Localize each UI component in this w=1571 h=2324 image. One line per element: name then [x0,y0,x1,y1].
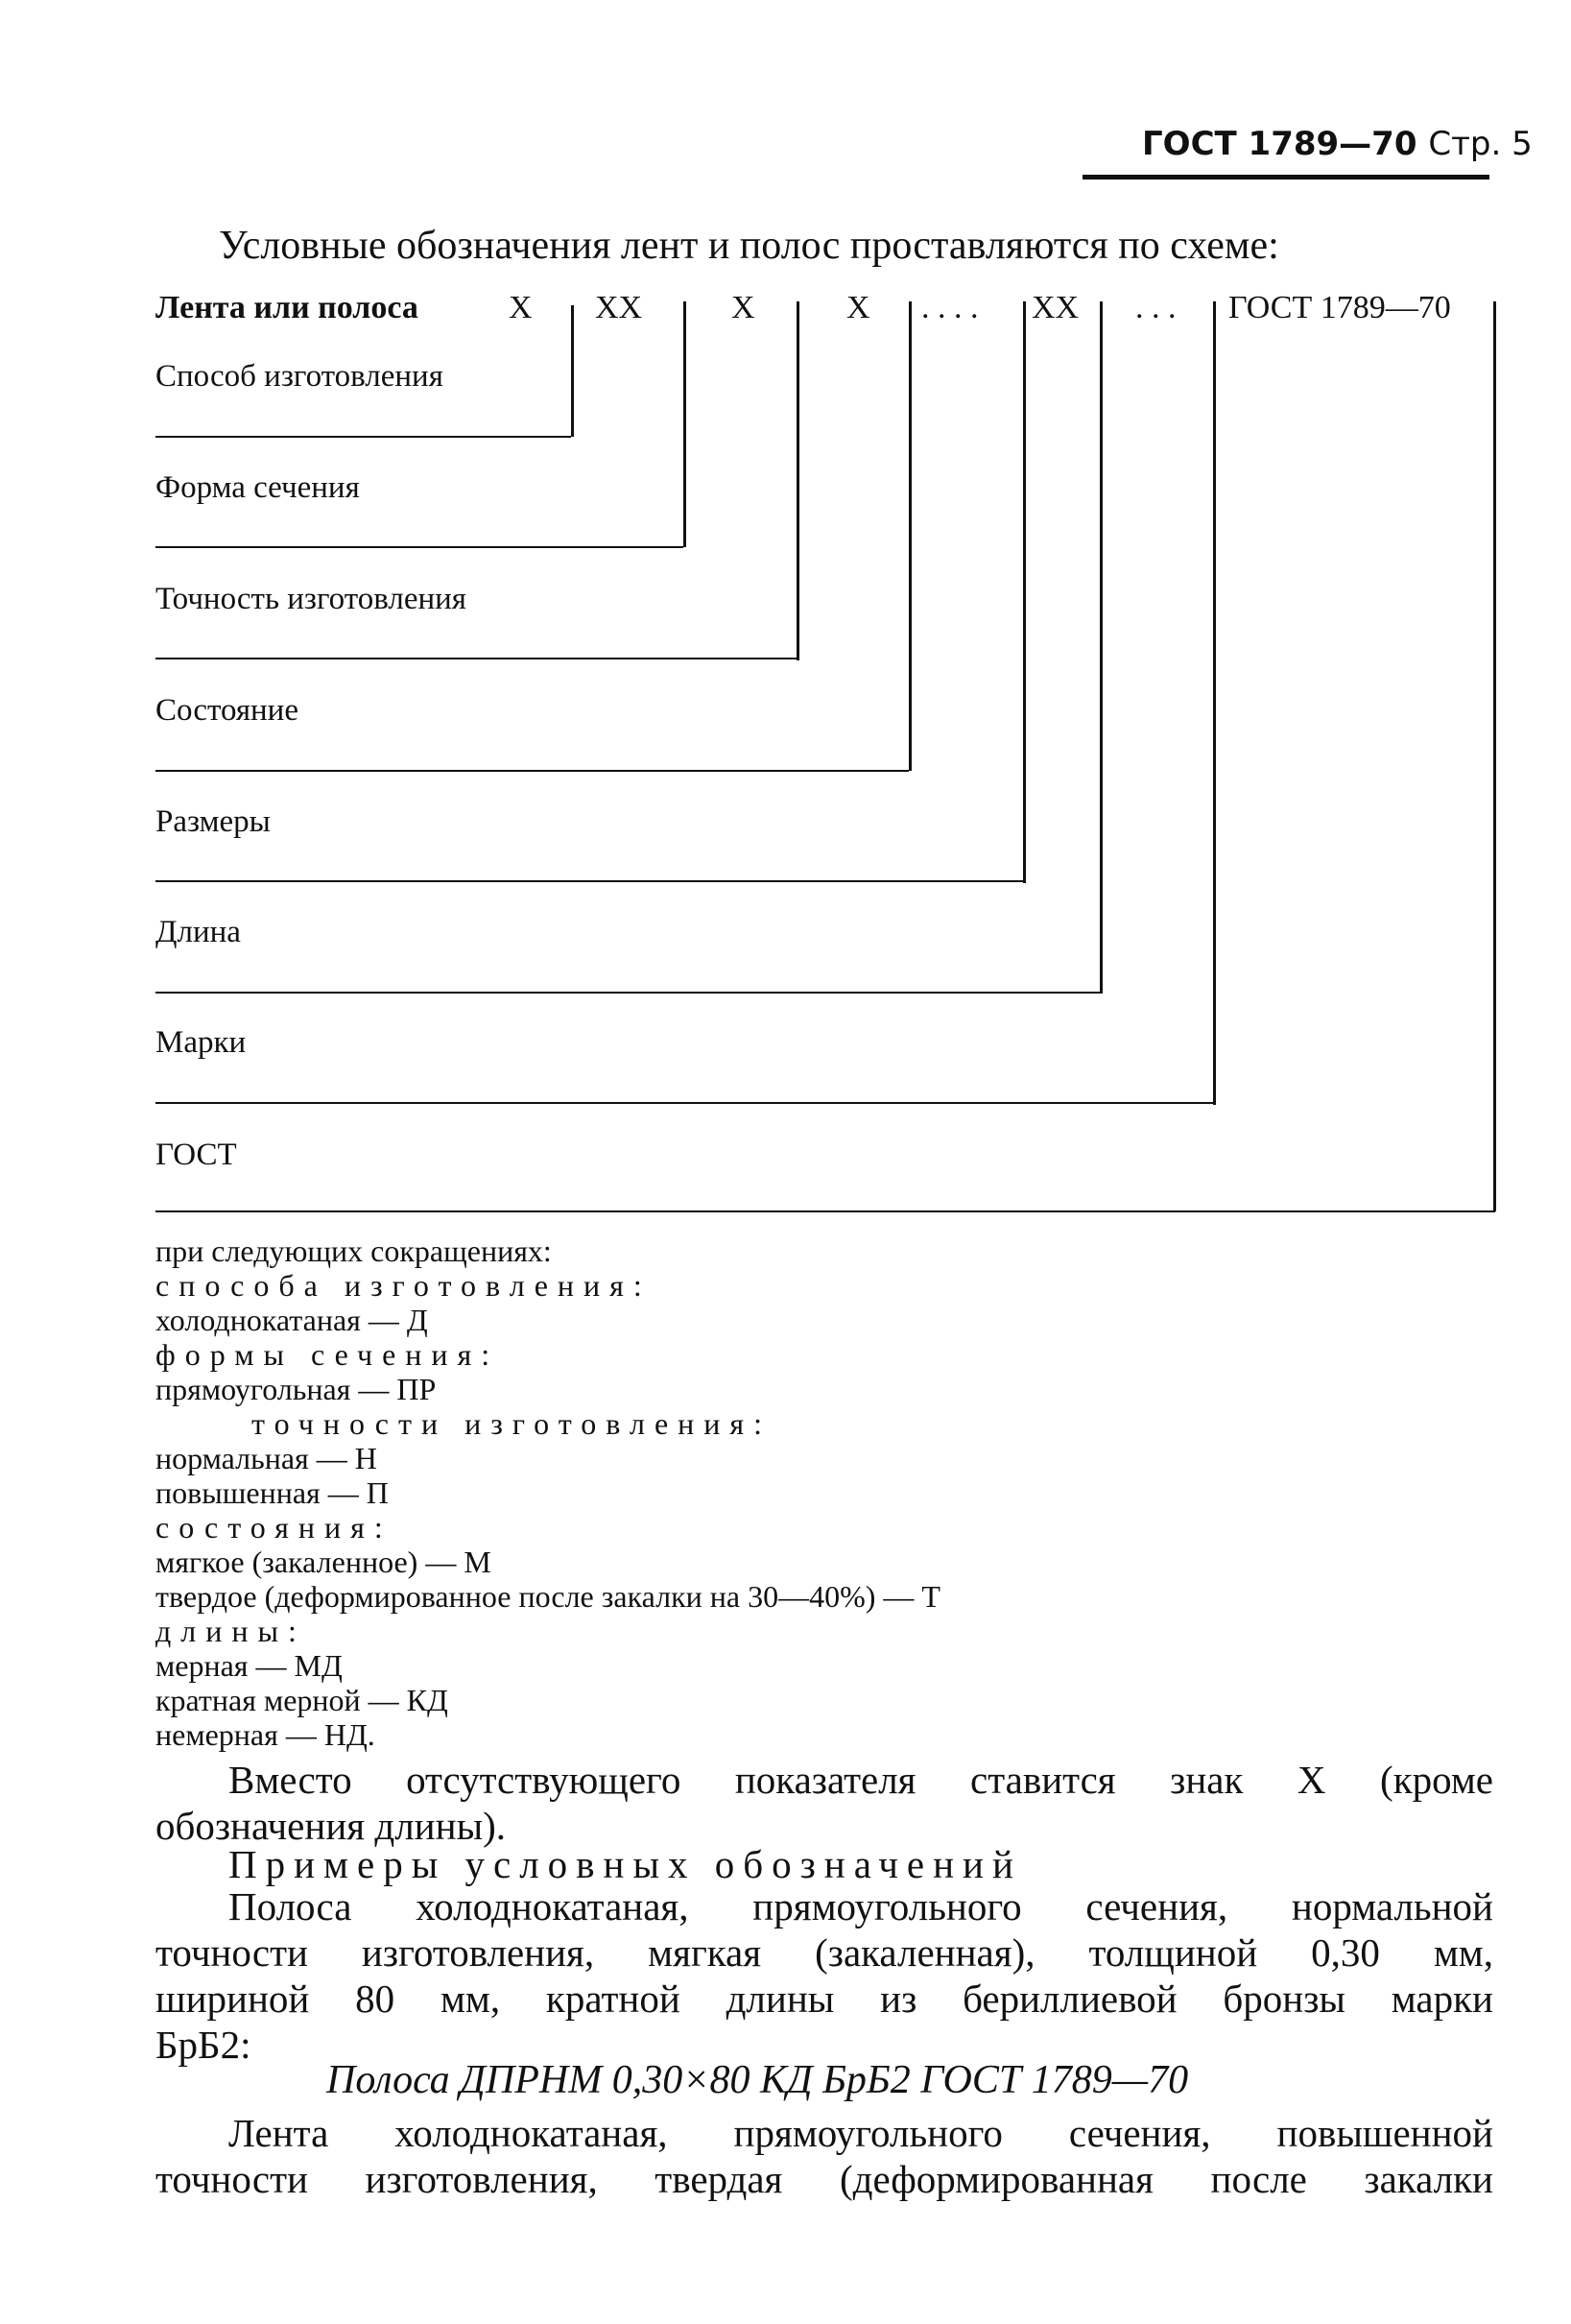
abbr-item-hard: твердое (деформированное после закалки на 30—40%) — Т [155,1579,940,1614]
schema-code-accuracy: X [731,290,755,325]
schema-label-gost: ГОСТ [155,1138,237,1172]
example-1-line-4: БрБ2: [155,2023,251,2067]
abbr-item-unmeasured: немерная — НД. [155,1717,375,1752]
schema-hline-8 [155,1210,1495,1212]
schema-hline-2 [155,546,683,548]
example-1-paragraph [155,1883,1493,2068]
abbr-heading-length: длины: [155,1614,306,1648]
abbr-item-increased: повышенная — П [155,1475,389,1510]
example-1-designation: Полоса ДПРНМ 0,30×80 КД БрБ2 ГОСТ 1789—70 [326,2058,1189,2102]
abbr-heading-method: способа изготовления: [155,1268,652,1303]
schema-hline-5 [155,880,1023,882]
schema-code-state: X [846,290,870,325]
schema-label-length: Длина [155,915,241,949]
abbr-item-multiple: кратная мерной — КД [155,1683,448,1717]
schema-vline-5 [1023,301,1026,883]
schema-code-method: X [509,290,533,325]
schema-code-length: XX [1032,290,1080,325]
example-1-line-3: шириной 80 мм, кратной длины из бериллиевой бронзы марки [155,1977,1493,2021]
schema-vline-2 [683,301,686,547]
schema-hline-7 [155,1102,1213,1104]
example-2-paragraph [155,2110,1493,2202]
schema-label-grade: Марки [155,1025,247,1060]
schema-vline-4 [909,301,912,771]
schema-code-gost: ГОСТ 1789—70 [1228,290,1451,325]
schema-code-size: . . . . [921,290,979,325]
schema-lead: Лента или полоса [155,290,418,325]
note-line-1: Вместо отсутствующего показателя ставится знак X (кроме [228,1758,1493,1802]
schema-hline-4 [155,770,909,772]
abbreviations-list [155,1234,940,1752]
intro-text: Условные обозначения лент и полос проставляются по схеме: [219,224,1279,268]
schema-vline-3 [797,301,799,660]
abbr-item-measured: мерная — МД [155,1648,343,1683]
note-line-2: обозначения длины). [155,1804,507,1848]
schema-code-section: XX [595,290,643,325]
schema-vline-8 [1493,301,1496,1211]
abbr-heading-accuracy: точности изготовления: [251,1406,773,1441]
header-page-number: Стр. 5 [1428,125,1533,163]
abbr-item-soft: мягкое (закаленное) — М [155,1545,491,1579]
abbr-heading-state: состояния: [155,1510,393,1545]
example-2-line-2: точности изготовления, твердая (деформированная после закалки [155,2157,1493,2201]
schema-hline-6 [155,992,1100,994]
schema-vline-1 [571,305,574,437]
examples-heading: Примеры условных обозначений [228,1842,1022,1886]
abbr-item-rectangular: прямоугольная — ПР [155,1372,437,1406]
header-doc-number: ГОСТ 1789—70 [1142,125,1417,163]
schema-label-state: Состояние [155,693,298,728]
note-paragraph [155,1757,1493,1849]
page-header [1142,125,1533,163]
schema-vline-6 [1100,301,1103,994]
schema-label-size: Размеры [155,804,271,839]
schema-label-section: Форма сечения [155,470,360,505]
abbr-item-cold-rolled: холоднокатаная — Д [155,1303,428,1337]
schema-label-accuracy: Точность изготовления [155,582,466,616]
abbr-intro: при следующих сокращениях: [155,1234,552,1268]
schema-label-method: Способ изготовления [155,359,443,394]
example-1-line-2: точности изготовления, мягкая (закаленная), толщиной 0,30 мм, [155,1930,1493,1975]
example-1-line-1: Полоса холоднокатаная, прямоугольного сечения, нормальной [228,1884,1493,1929]
header-rule [1083,175,1489,180]
example-2-line-1: Лента холоднокатаная, прямоугольного сечения, повышенной [228,2111,1493,2155]
schema-vline-7 [1213,301,1216,1105]
abbr-item-normal: нормальная — Н [155,1441,377,1475]
schema-hline-1 [155,436,571,438]
schema-code-grade: . . . [1135,290,1177,325]
schema-hline-3 [155,658,797,659]
abbr-heading-section: формы сечения: [155,1337,500,1372]
